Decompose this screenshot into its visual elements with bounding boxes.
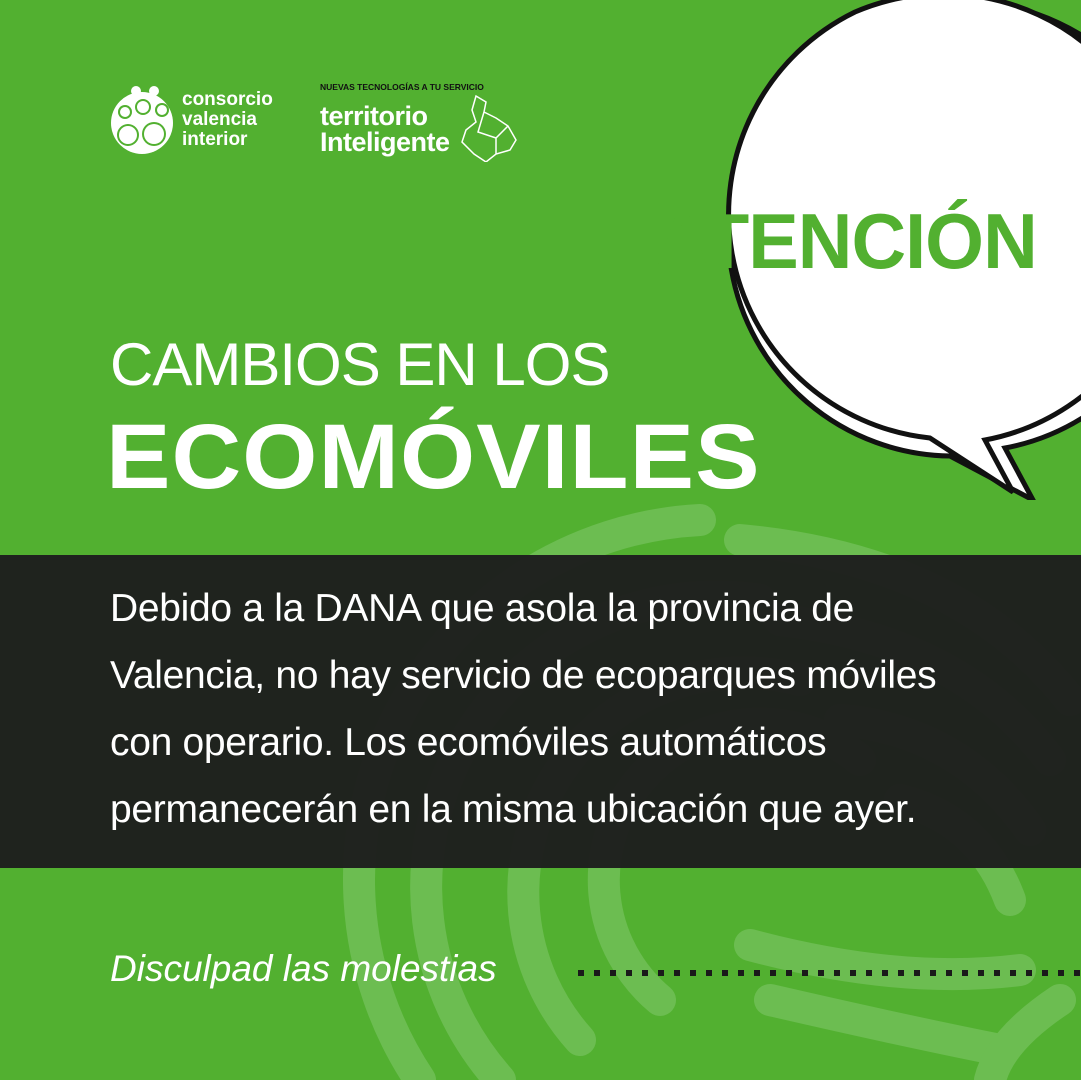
consorcio-logo: [110, 85, 273, 155]
message-line: Valencia, no hay servicio de ecoparques móviles: [110, 654, 937, 697]
map-outline-icon: [456, 92, 526, 162]
attention-label: ATENCIÓN: [655, 197, 1037, 285]
headline-line2: ECOMÓVILES: [106, 406, 761, 508]
dotted-divider: [578, 970, 1081, 976]
logo-text: territorio: [320, 101, 428, 131]
message-line: con operario. Los ecomóviles automáticos: [110, 721, 827, 764]
logo-text: interior: [182, 129, 248, 150]
message-line: Debido a la DANA que asola la provincia de: [110, 587, 855, 630]
message-text: [110, 575, 1010, 843]
logo-text: valencia: [182, 109, 257, 130]
circles-logo-icon: [110, 85, 174, 155]
logo-text: consorcio: [182, 89, 273, 110]
logo-text: Inteligente: [320, 127, 450, 157]
message-line: permanecerán en la misma ubicación que ayer.: [110, 788, 917, 831]
territorio-logo: [320, 82, 526, 162]
headline-line1: CAMBIOS EN LOS: [110, 331, 610, 398]
logo-tagline: NUEVAS TECNOLOGÍAS A TU SERVICIO: [320, 82, 484, 92]
apology-text: Disculpad las molestias: [110, 948, 497, 989]
